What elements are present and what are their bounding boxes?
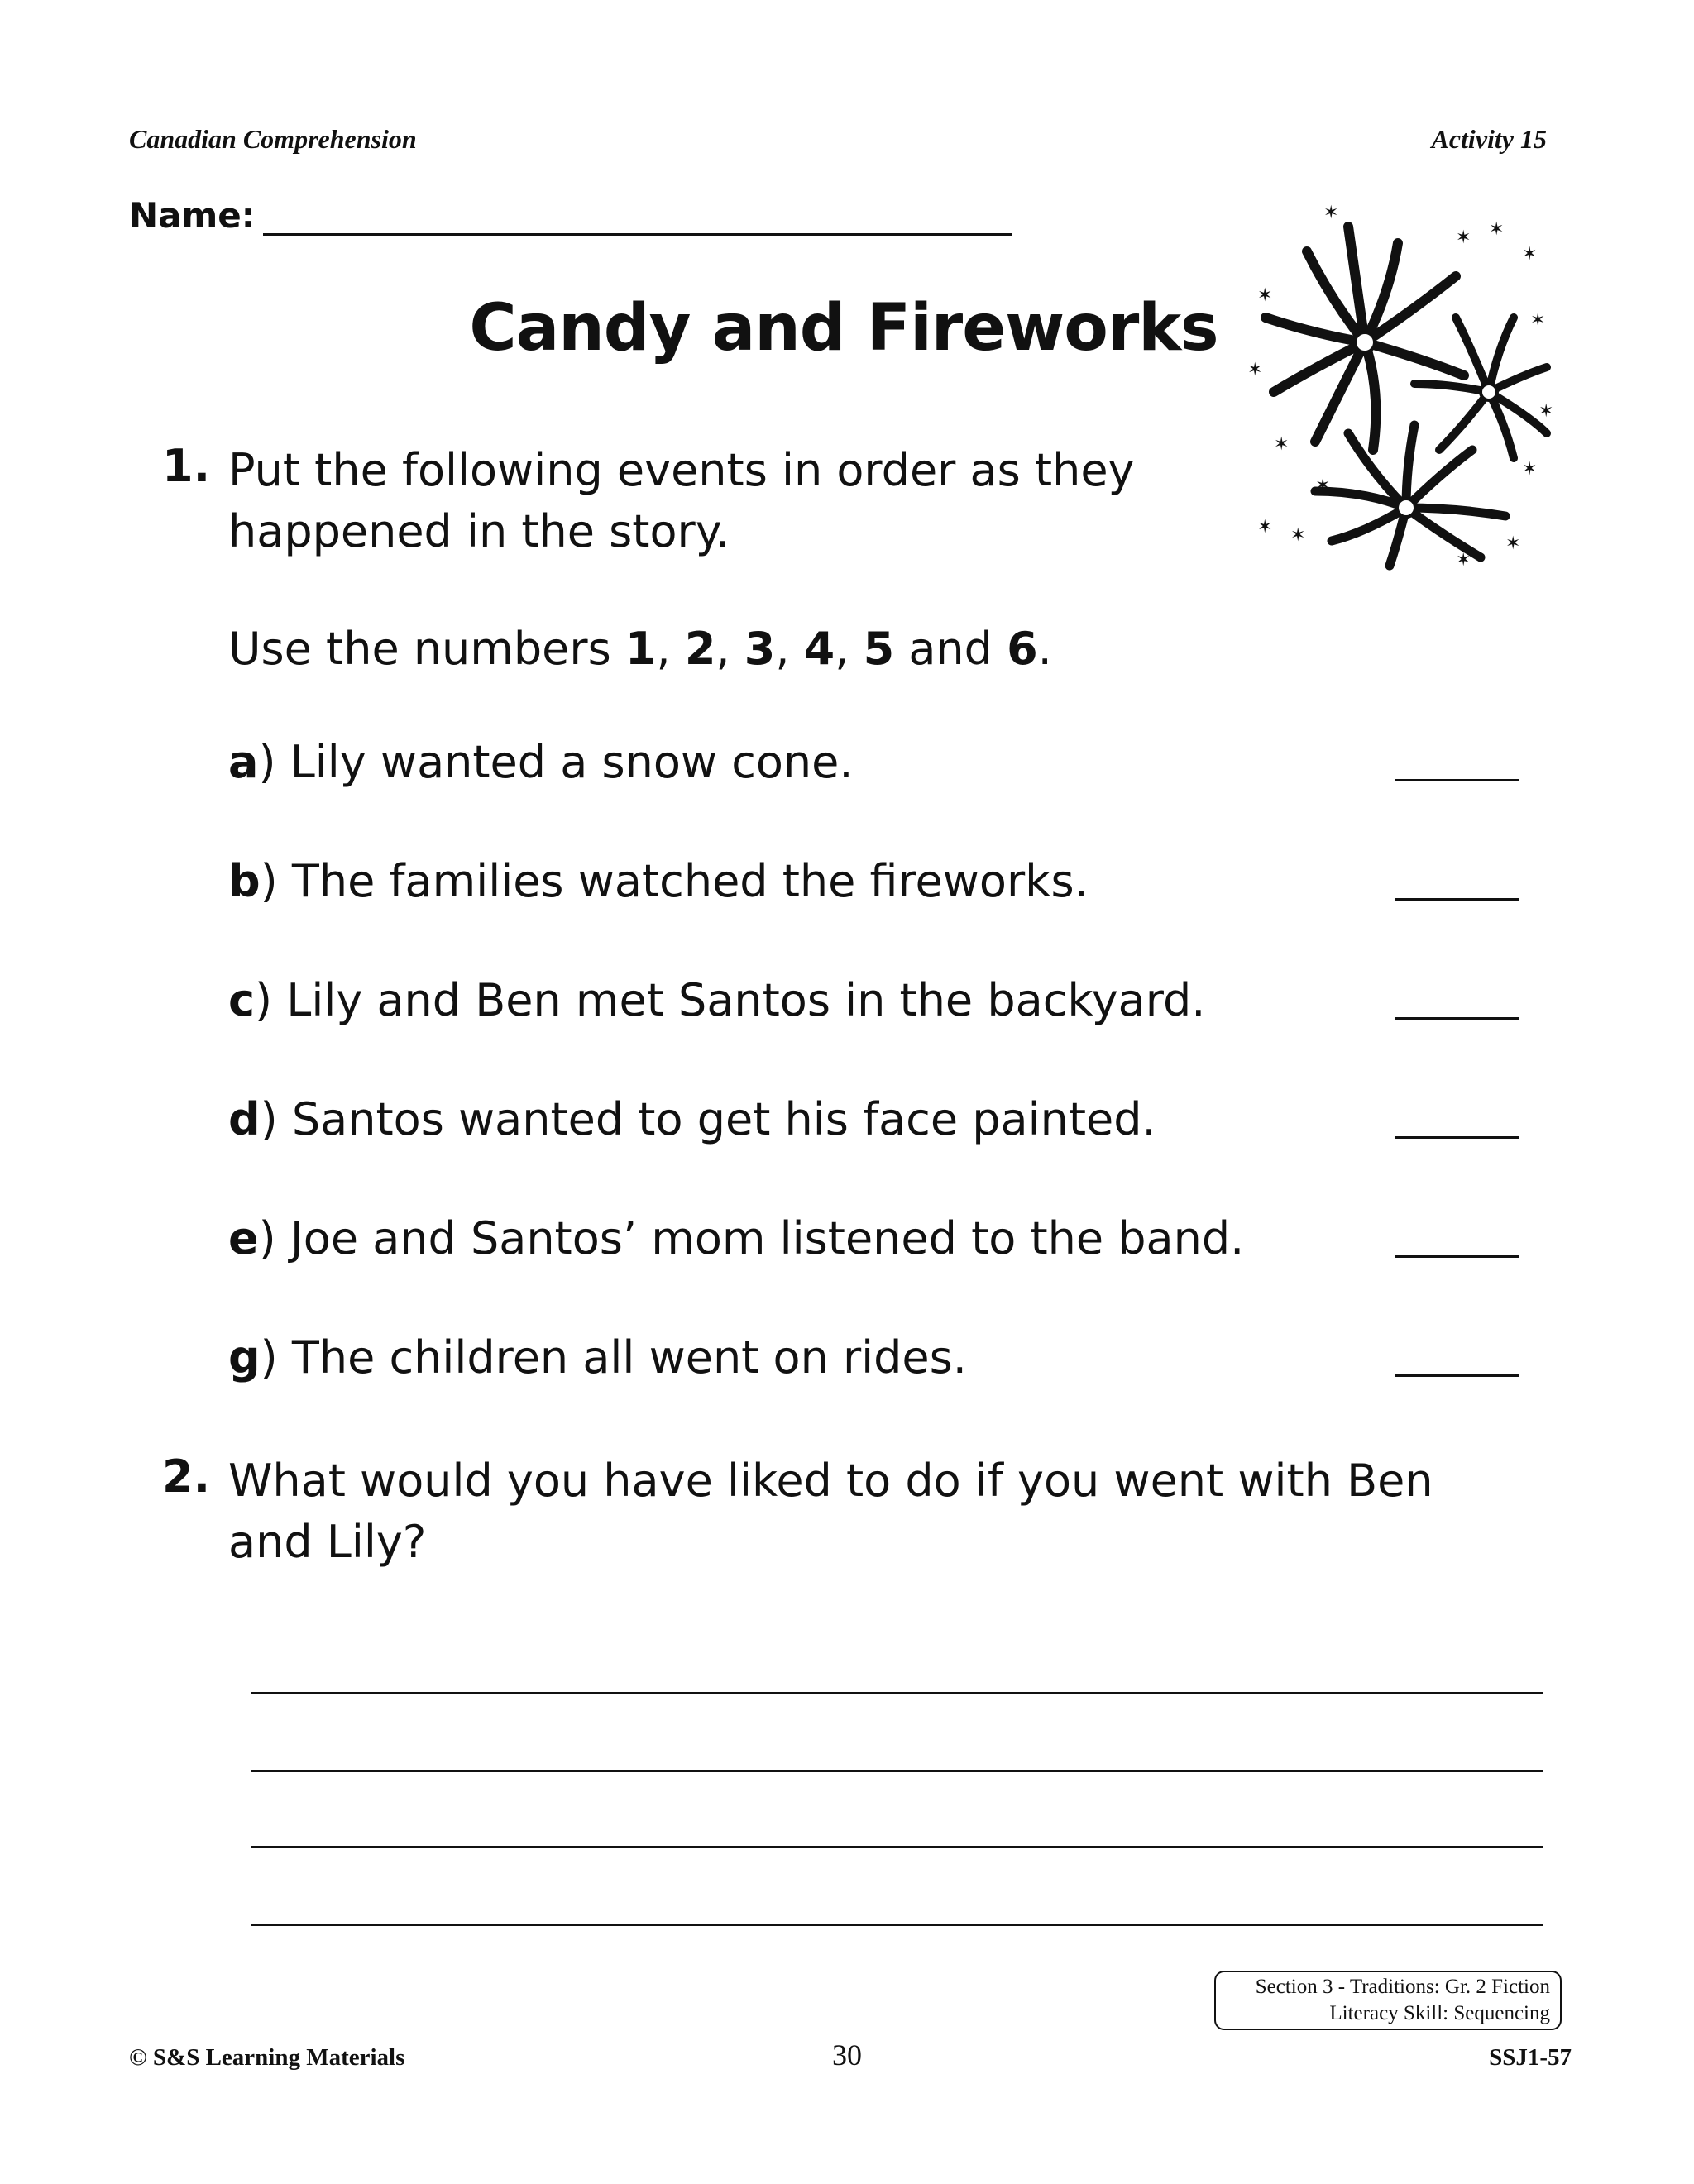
answer-write-line[interactable] (251, 1770, 1543, 1772)
fireworks-illustration (1241, 202, 1555, 582)
answer-blank[interactable] (1395, 1017, 1519, 1020)
sequence-item: a) Lily wanted a snow cone. (228, 736, 1519, 802)
question-1-instruction: Use the numbers 1, 2, 3, 4, 5 and 6. (228, 623, 1052, 675)
svg-text:✶: ✶ (1323, 203, 1339, 223)
svg-text:✶: ✶ (1456, 227, 1471, 248)
svg-text:✶: ✶ (1489, 219, 1505, 240)
footer-copyright: © S&S Learning Materials (129, 2044, 405, 2071)
question-2-text: What would you have liked to do if you went with Ben and Lily? (228, 1455, 1433, 1568)
svg-text:✶: ✶ (1505, 533, 1521, 554)
svg-text:✶: ✶ (1257, 285, 1273, 306)
question-1-text: Put the following events in order as they happened in the story. (228, 444, 1135, 557)
answer-write-line[interactable] (251, 1692, 1543, 1694)
svg-text:✶: ✶ (1530, 310, 1546, 331)
svg-text:✶: ✶ (1538, 401, 1554, 422)
sequence-item: b) The families watched the fireworks. (228, 855, 1519, 921)
series-title: Canadian Comprehension (129, 124, 417, 154)
answer-blank[interactable] (1395, 1374, 1519, 1377)
answer-write-line[interactable] (251, 1846, 1543, 1848)
svg-text:✶: ✶ (1247, 360, 1263, 380)
answer-blank[interactable] (1395, 1136, 1519, 1139)
sequence-item: e) Joe and Santos’ mom listened to the band. (228, 1212, 1519, 1278)
svg-text:✶: ✶ (1290, 525, 1306, 546)
footer-code: SSJ1-57 (1489, 2044, 1572, 2071)
answer-blank[interactable] (1395, 898, 1519, 901)
svg-text:✶: ✶ (1274, 434, 1290, 455)
sequence-item: c) Lily and Ben met Santos in the backyard. (228, 974, 1519, 1040)
answer-blank[interactable] (1395, 1255, 1519, 1258)
svg-text:✶: ✶ (1522, 459, 1538, 480)
question-2-number: 2. (162, 1450, 211, 1503)
sequence-item: g) The children all went on rides. (228, 1331, 1519, 1398)
question-1-number: 1. (162, 440, 211, 492)
worksheet-title: Candy and Fireworks (469, 291, 1218, 366)
activity-number: Activity 15 (1431, 124, 1547, 154)
answer-write-line[interactable] (251, 1924, 1543, 1926)
page-number: 30 (832, 2038, 862, 2072)
svg-text:✶: ✶ (1315, 476, 1331, 496)
name-write-line[interactable] (263, 233, 1012, 236)
section-info-box: Section 3 - Traditions: Gr. 2 Fiction Literacy Skill: Sequencing (1214, 1971, 1562, 2030)
answer-blank[interactable] (1395, 779, 1519, 781)
sequence-item: d) Santos wanted to get his face painted. (228, 1093, 1519, 1159)
svg-text:✶: ✶ (1257, 517, 1273, 538)
name-label: Name: (129, 195, 256, 236)
svg-text:✶: ✶ (1522, 244, 1538, 265)
svg-text:✶: ✶ (1456, 550, 1471, 571)
